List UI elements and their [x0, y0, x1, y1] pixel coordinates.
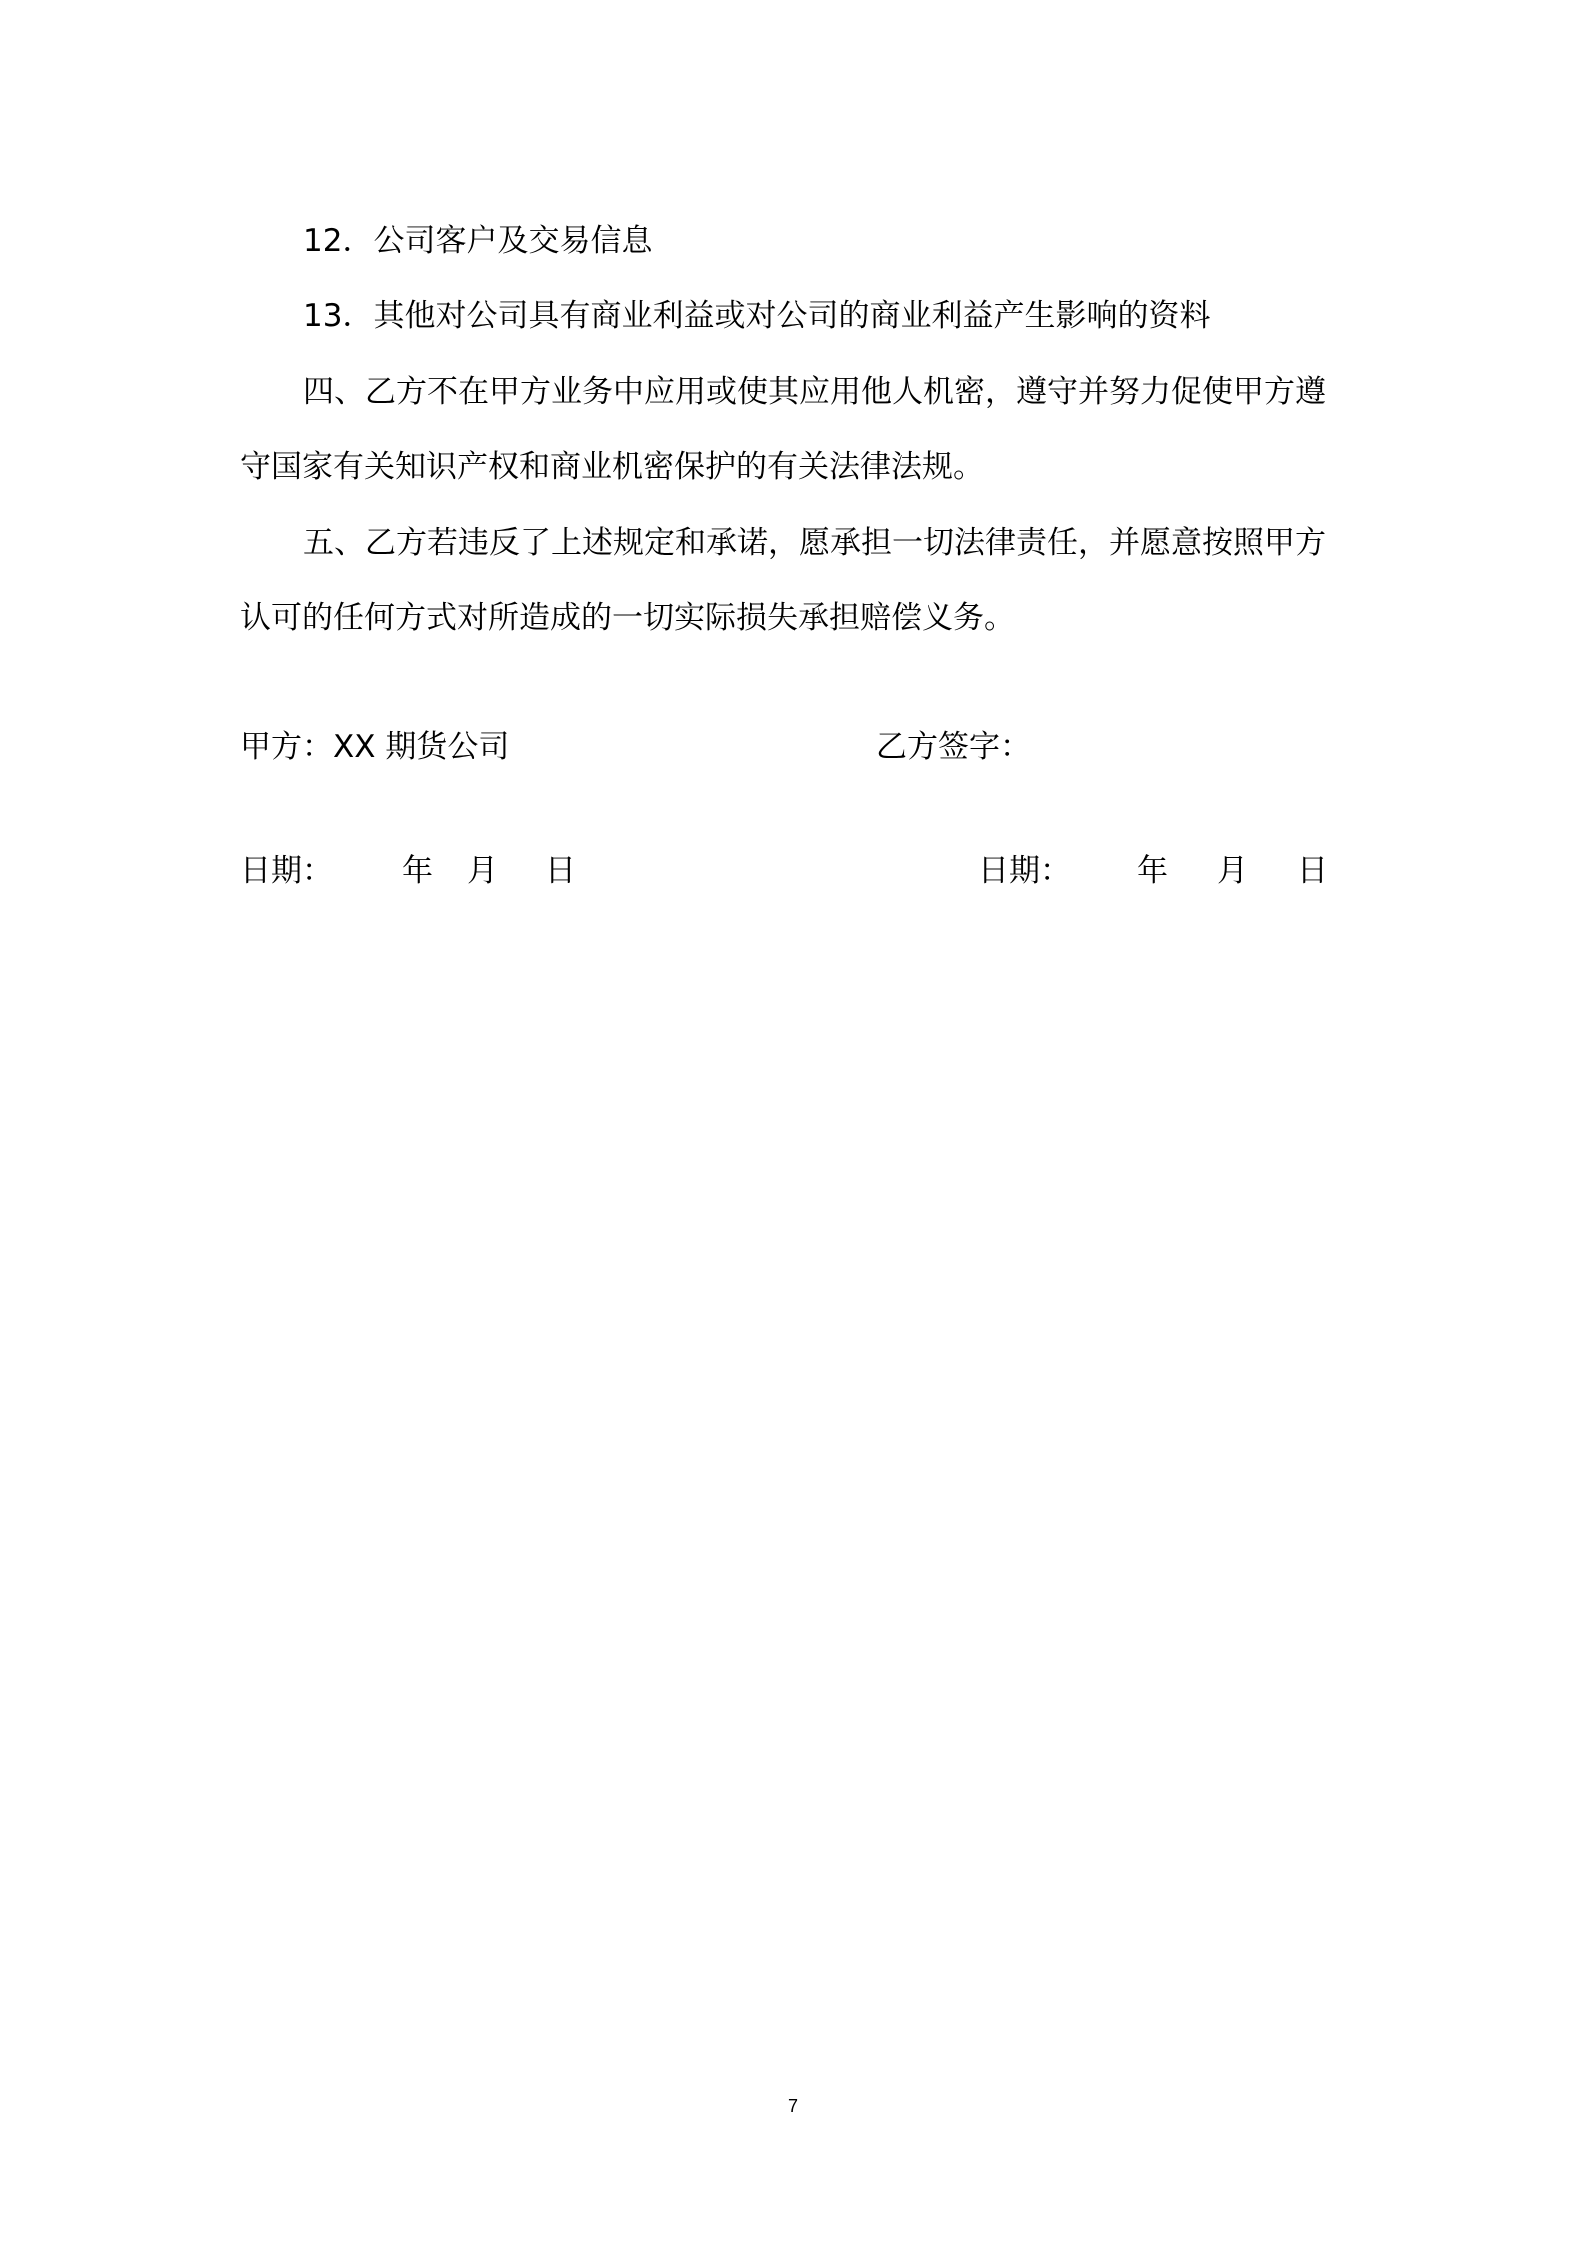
clause-five-line-2: 认可的任何方式对所造成的一切实际损失承担赔偿义务。: [240, 600, 1015, 636]
party-b-date-day: 日: [1297, 853, 1328, 889]
clause-four-line-2: 守国家有关知识产权和商业机密保护的有关法律法规。: [240, 449, 984, 485]
party-a-date-year: 年: [402, 853, 433, 889]
clause-five-line-1: 五、乙方若违反了上述规定和承诺，愿承担一切法律责任，并愿意按照甲方: [303, 525, 1326, 561]
party-a-date-month: 月: [467, 853, 498, 889]
party-b-date-month: 月: [1217, 853, 1248, 889]
clause-four-line-1: 四、乙方不在甲方业务中应用或使其应用他人机密，遵守并努力促使甲方遵: [303, 374, 1326, 410]
party-b-date-year: 年: [1137, 853, 1168, 889]
party-b-date-label: 日期：: [978, 853, 1071, 889]
party-a-date-label: 日期：: [240, 853, 333, 889]
clause-12: 12．公司客户及交易信息: [303, 223, 653, 259]
party-a-date-day: 日: [545, 853, 576, 889]
party-b-signature-label: 乙方签字：: [876, 729, 1031, 765]
page-number: 7: [787, 2096, 798, 2116]
party-a-label: 甲方：XX 期货公司: [240, 729, 510, 765]
clause-13: 13．其他对公司具有商业利益或对公司的商业利益产生影响的资料: [303, 298, 1211, 334]
